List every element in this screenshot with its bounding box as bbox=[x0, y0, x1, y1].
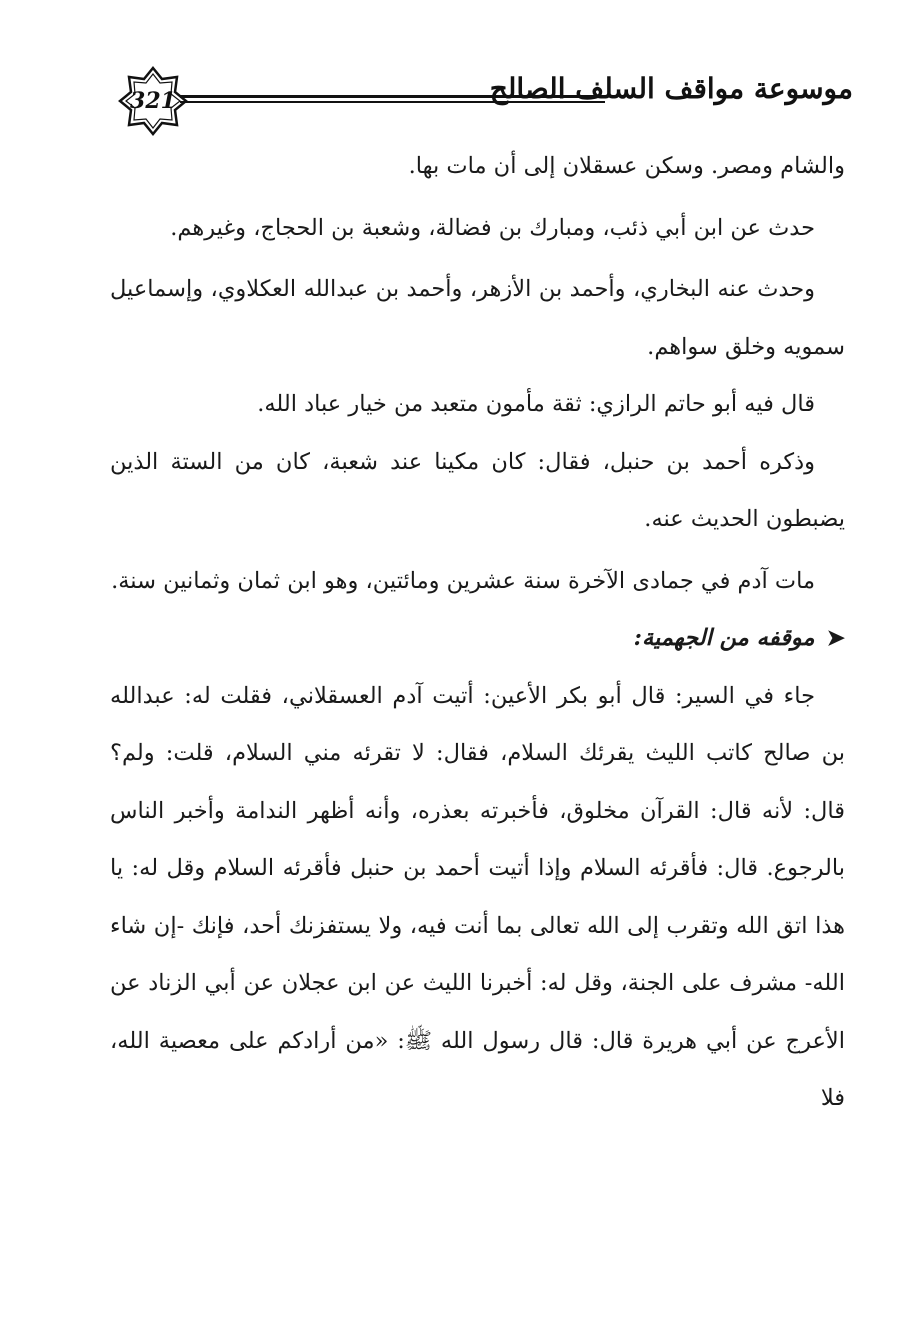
section-body: جاء في السير: قال أبو بكر الأعين: أتيت آدم العسقلاني، فقلت له: عبدالله بن صالح كاتب الليث يقرئك السلام، فقال: لا تقرئه مني السلام، قلت: ولم؟ قال: لأنه قال: القرآن مخلوق، فأخبرته بعذره، وأنه أظهر الندامة وأخبر الناس بالرجوع. قال: فأقرئه السلام وإذا أتيت أحمد بن حنبل فأقرئه السلام وقل له: يا هذا اتق الله وتقرب إلى الله تعالى بما أنت فيه، ولا يستفزنك أحد، فإنك -إن شاء الله- مشرف على الجنة، وقل له: أخبرنا الليث عن ابن عجلان عن أبي الزناد عن الأعرج عن أبي هريرة قال: قال رسول الله ﷺ: «من أرادكم على معصية الله، فلا bbox=[110, 682, 845, 1111]
section-heading bbox=[110, 610, 845, 668]
paragraph-2: حدث عن ابن أبي ذئب، ومبارك بن فضالة، وشعبة بن الحجاج، وغيرهم. bbox=[170, 214, 815, 241]
page-body bbox=[110, 138, 845, 1128]
page-header bbox=[0, 0, 923, 150]
section-heading-text: موقفه من الجهمية: bbox=[633, 625, 815, 651]
paragraph-3: وحدث عنه البخاري، وأحمد بن الأزهر، وأحمد بن عبدالله العكلاوي، وإسماعيل سمويه وخلق سواهم. bbox=[110, 276, 845, 360]
arrow-left-icon: ➤ bbox=[826, 625, 845, 651]
book-title: موسوعة مواقف السلف الصالح bbox=[489, 72, 853, 105]
page-number-badge bbox=[118, 66, 188, 136]
paragraph-5: وذكره أحمد بن حنبل، فقال: كان مكينا عند شعبة، كان من الستة الذين يضبطون الحديث عنه. bbox=[110, 448, 845, 532]
paragraph-4: قال فيه أبو حاتم الرازي: ثقة مأمون متعبد من خيار عباد الله. bbox=[257, 391, 815, 417]
page-number: 321 bbox=[130, 88, 176, 114]
paragraph-6: مات آدم في جمادى الآخرة سنة عشرين ومائتين، وهو ابن ثمان وثمانين سنة. bbox=[111, 567, 815, 594]
paragraph-1: والشام ومصر. وسكن عسقلان إلى أن مات بها. bbox=[408, 153, 845, 179]
